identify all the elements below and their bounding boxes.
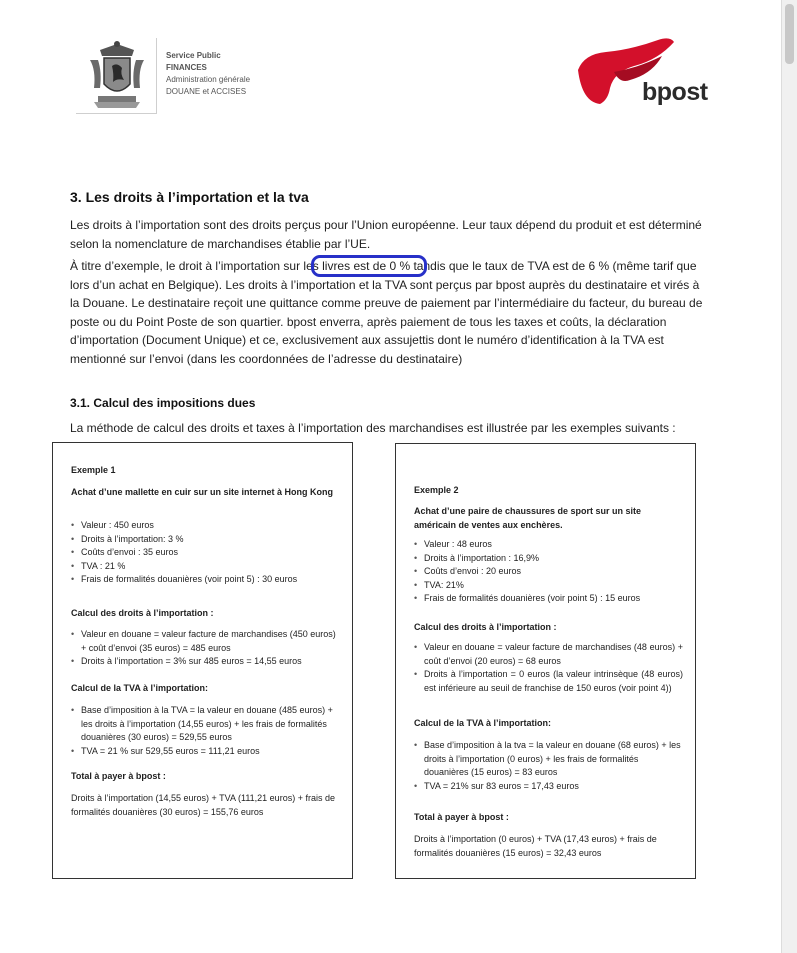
admin-line-4: DOUANE et ACCISES xyxy=(166,87,247,96)
subsection-title: 3.1. Calcul des impositions dues xyxy=(70,396,256,410)
list-item: • Valeur : 48 euros xyxy=(414,538,683,552)
list-item: • Droits à l’importation : 16,9% xyxy=(414,552,683,566)
example-1-duties-list xyxy=(71,628,340,669)
example-2-title: Exemple 2 xyxy=(414,485,459,495)
admin-line-3: Administration générale xyxy=(166,75,251,84)
list-item: • Base d’imposition à la tva = la valeur en douane (68 euros) + les droits à l’importation (0 euros) + les frais de formalités douanières (15 euros) = 83 euros xyxy=(414,739,683,780)
list-item: • TVA: 21% xyxy=(414,579,683,593)
list-item: • Droits à l’importation = 3% sur 485 euros = 14,55 euros xyxy=(71,655,340,669)
bpost-logo xyxy=(574,36,719,112)
subsection-intro: La méthode de calcul des droits et taxes à l’importation des marchandises est illustrée par les exemples suivants : xyxy=(70,421,676,435)
example-2-box xyxy=(395,443,696,879)
administration-block xyxy=(166,50,250,98)
example-1-subtitle: Achat d’une mallette en cuir sur un site internet à Hong Kong xyxy=(71,487,334,497)
example-1-title: Exemple 1 xyxy=(71,465,116,475)
section-example-paragraph: À titre d’exemple, le droit à l’importation sur les livres est de 0 % tandis que le taux de TVA est de 6 % (même tarif que lors d’un achat en Belgique). Les droits à l’importation et la TVA sont perçus par bpost auprès du destinataire et virés à la Douane. Le destinataire reçoit une quittance comme preuve de paiement par l’intermédiaire du facteur, du bureau de poste ou du Point Poste de son quartier. bpost enverra, après paiement de tous les taxes et coûts, la déclaration d’importation (Document Unique) et ce, exclusivement aux assujettis dont le numéro d’identification à la TVA est mentionné sur l’envoi (dans les coordonnées de l’adresse du destinataire) xyxy=(70,259,703,366)
list-item: • Frais de formalités douanières (voir point 5) : 30 euros xyxy=(71,573,340,587)
handwritten-highlight-circle xyxy=(311,255,427,277)
example-1-vat-title: Calcul de la TVA à l’importation: xyxy=(71,683,209,693)
list-item: • Coûts d’envoi : 35 euros xyxy=(71,546,340,560)
list-item: • Valeur en douane = valeur facture de marchandises (48 euros) + coût d’envoi (20 euros) = 68 euros xyxy=(414,641,683,668)
example-2-vat-list xyxy=(414,739,683,793)
vertical-scrollbar[interactable] xyxy=(781,0,797,953)
admin-line-1: Service Public xyxy=(166,51,221,60)
section-intro-paragraph: Les droits à l’importation sont des droits perçus pour l’Union européenne. Leur taux dépend du produit et est déterminé selon la nomenclature de marchandises établie par l’UE. xyxy=(70,218,702,251)
example-1-total-title: Total à payer à bpost : xyxy=(71,771,166,781)
list-item: • Droits à l’importation: 3 % xyxy=(71,533,340,547)
list-item: • Frais de formalités douanières (voir point 5) : 15 euros xyxy=(414,592,683,606)
list-item: • Valeur en douane = valeur facture de marchandises (450 euros) + coût d’envoi (35 euros) = 485 euros xyxy=(71,628,340,655)
list-item: • TVA = 21% sur 83 euros = 17,43 euros xyxy=(414,780,683,794)
finance-header xyxy=(76,38,282,113)
example-1-duties-title: Calcul des droits à l’importation : xyxy=(71,608,214,618)
example-1-values-list xyxy=(71,519,340,587)
admin-line-2: FINANCES xyxy=(166,63,207,72)
example-2-duties-title: Calcul des droits à l’importation : xyxy=(414,622,557,632)
example-2-vat-title: Calcul de la TVA à l’importation: xyxy=(414,718,552,728)
example-2-total-title: Total à payer à bpost : xyxy=(414,812,509,822)
list-item: • Valeur : 450 euros xyxy=(71,519,340,533)
example-2-subtitle: Achat d’une paire de chaussures de sport sur un site américain de ventes aux enchères. xyxy=(414,506,642,530)
list-item: • Droits à l’importation = 0 euros (la valeur intrinsèque (48 euros) est inférieure au seuil de franchise de 150 euros (voir point 4)) xyxy=(414,668,683,695)
list-item: • Base d’imposition à la TVA = la valeur en douane (485 euros) + les droits à l’importation (14,55 euros) + les frais de formalités douanières (30 euros) = 529,55 euros xyxy=(71,704,340,745)
example-2-values-list xyxy=(414,538,683,606)
example-2-duties-list xyxy=(414,641,683,695)
scrollbar-thumb[interactable] xyxy=(785,4,794,64)
belgian-coat-of-arms-logo xyxy=(76,38,157,114)
list-item: • TVA : 21 % xyxy=(71,560,340,574)
list-item: • TVA = 21 % sur 529,55 euros = 111,21 euros xyxy=(71,745,340,759)
example-1-total: Droits à l’importation (14,55 euros) + TVA (111,21 euros) + frais de formalités douanières (30 euros) = 155,76 euros xyxy=(71,793,335,817)
bpost-logo-text: bpost xyxy=(642,78,708,106)
example-1-box xyxy=(52,442,353,879)
example-2-total: Droits à l’importation (0 euros) + TVA (17,43 euros) + frais de formalités douanières (15 euros) = 32,43 euros xyxy=(414,834,657,858)
example-1-vat-list xyxy=(71,704,340,758)
list-item: • Coûts d’envoi : 20 euros xyxy=(414,565,683,579)
section-title: 3. Les droits à l’importation et la tva xyxy=(70,189,309,205)
